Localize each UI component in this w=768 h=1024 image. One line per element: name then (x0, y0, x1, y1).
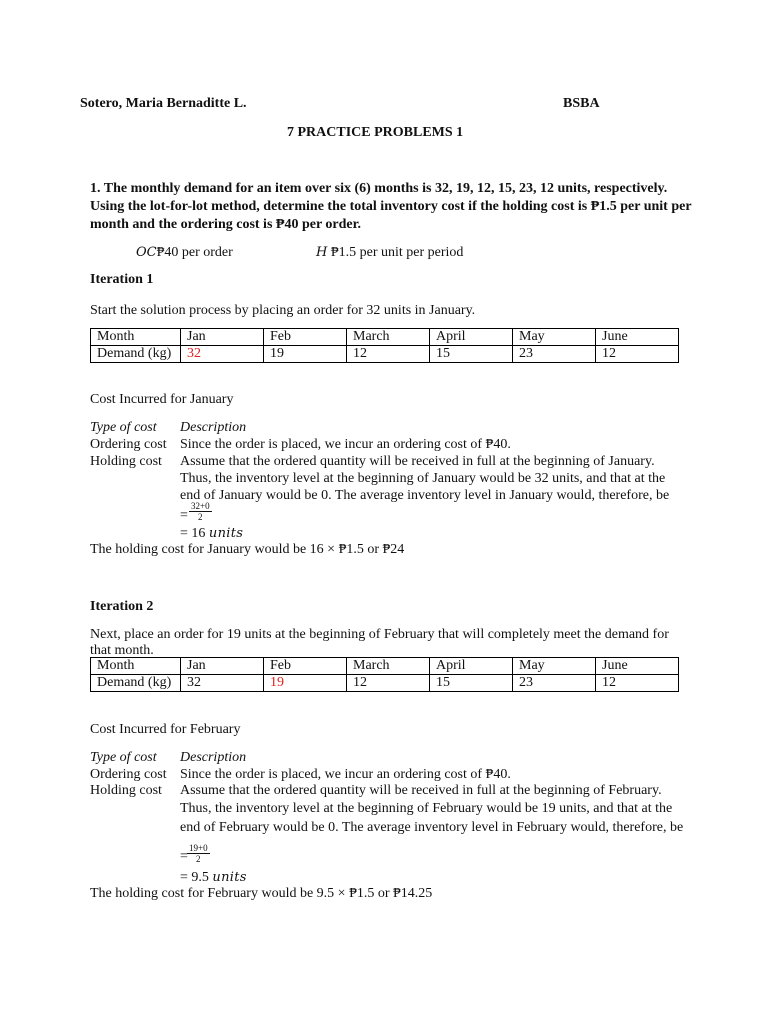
col-type-of-cost: Type of cost (90, 420, 157, 435)
table-cell: 32 (181, 675, 264, 692)
equals-sign: = (180, 849, 188, 864)
result-value: = 16 (180, 526, 206, 541)
iteration-1-heading: Iteration 1 (90, 272, 154, 287)
equals-sign: = (180, 508, 188, 523)
table-cell: Feb (264, 658, 347, 675)
average-fraction (187, 843, 210, 864)
table-header-row (91, 658, 679, 675)
h-value: ₱1.5 per unit per period (330, 245, 464, 260)
table-cell: 19 (264, 346, 347, 363)
iteration-2-intro-line-2: that month. (90, 643, 154, 658)
table-cell: Month (91, 329, 181, 346)
holding-cost-label: Holding cost (90, 454, 162, 469)
average-fraction (189, 501, 212, 522)
result-unit: units (212, 870, 247, 885)
holding-cost-desc-line-2: Thus, the inventory level at the beginning of February would be 19 units, and that at the (180, 801, 673, 816)
given-holding-cost (316, 244, 463, 261)
table-cell: Feb (264, 329, 347, 346)
table-cell: March (347, 329, 430, 346)
iteration-1-intro: Start the solution process by placing an order for 32 units in January. (90, 303, 476, 318)
table-cell: Month (91, 658, 181, 675)
table-row (91, 346, 679, 363)
h-symbol: H (316, 245, 328, 260)
program-label: BSBA (563, 96, 600, 111)
fraction-denominator: 2 (198, 512, 203, 522)
problem-line-1: 1. The monthly demand for an item over six (6) months is 32, 19, 12, 15, 23, 12 units, respectively. (90, 181, 668, 196)
holding-cost-total: The holding cost for February would be 9.5 × ₱1.5 or ₱14.25 (90, 886, 433, 901)
ordering-cost-desc: Since the order is placed, we incur an ordering cost of ₱40. (180, 437, 511, 452)
table-cell: May (513, 658, 596, 675)
holding-cost-total: The holding cost for January would be 16 × ₱1.5 or ₱24 (90, 542, 405, 557)
table-cell: 23 (513, 346, 596, 363)
table-cell: 15 (430, 346, 513, 363)
table-cell: Jan (181, 658, 264, 675)
table-cell: 12 (596, 346, 679, 363)
table-cell: Demand (kg) (91, 675, 181, 692)
table-cell: April (430, 658, 513, 675)
table-cell: 12 (596, 675, 679, 692)
given-ordering-cost (136, 244, 233, 261)
table-header-row (91, 329, 679, 346)
cost-title-1: Cost Incurred for January (90, 392, 234, 407)
average-result (180, 869, 247, 886)
holding-cost-label: Holding cost (90, 783, 162, 798)
demand-table-1 (90, 328, 679, 363)
ordering-cost-label: Ordering cost (90, 767, 167, 782)
page-title: 7 PRACTICE PROBLEMS 1 (287, 125, 464, 140)
average-result (180, 525, 243, 542)
demand-table-2 (90, 657, 679, 692)
table-cell: 12 (347, 346, 430, 363)
table-cell: March (347, 658, 430, 675)
cost-title-2: Cost Incurred for February (90, 722, 241, 737)
table-cell: June (596, 329, 679, 346)
oc-symbol: OC (136, 245, 157, 260)
table-cell-highlight: 32 (181, 346, 264, 363)
result-value: = 9.5 (180, 870, 209, 885)
holding-cost-desc-line-3: end of January would be 0. The average inventory level in January would, therefore, be (180, 488, 670, 503)
col-type-of-cost: Type of cost (90, 750, 157, 765)
fraction-numerator: 32+0 (191, 501, 210, 511)
ordering-cost-desc: Since the order is placed, we incur an ordering cost of ₱40. (180, 767, 511, 782)
oc-value: ₱40 per order (156, 245, 233, 260)
problem-line-3: month and the ordering cost is ₱40 per order. (90, 217, 362, 232)
fraction-numerator: 19+0 (189, 843, 208, 853)
table-cell: April (430, 329, 513, 346)
holding-cost-desc-line-1: Assume that the ordered quantity will be received in full at the beginning of February. (180, 783, 662, 798)
col-description: Description (180, 750, 247, 765)
table-cell-highlight: 19 (264, 675, 347, 692)
table-cell: Demand (kg) (91, 346, 181, 363)
holding-cost-desc-line-3: end of February would be 0. The average inventory level in February would, therefore, be (180, 820, 684, 835)
holding-cost-desc-line-2: Thus, the inventory level at the beginning of January would be 32 units, and that at the (180, 471, 666, 486)
iteration-2-intro-line-1: Next, place an order for 19 units at the beginning of February that will completely meet the demand for (90, 627, 669, 642)
table-cell: 15 (430, 675, 513, 692)
table-cell: June (596, 658, 679, 675)
result-unit: units (208, 526, 244, 541)
table-cell: Jan (181, 329, 264, 346)
problem-line-2: Using the lot-for-lot method, determine the total inventory cost if the holding cost is ₱1.5 per unit per (90, 199, 692, 214)
table-cell: 23 (513, 675, 596, 692)
fraction-denominator: 2 (196, 854, 201, 864)
student-name: Sotero, Maria Bernaditte L. (80, 96, 247, 111)
ordering-cost-label: Ordering cost (90, 437, 167, 452)
table-cell: May (513, 329, 596, 346)
holding-cost-desc-line-1: Assume that the ordered quantity will be received in full at the beginning of January. (180, 454, 655, 469)
col-description: Description (180, 420, 247, 435)
iteration-2-heading: Iteration 2 (90, 599, 154, 614)
table-row (91, 675, 679, 692)
table-cell: 12 (347, 675, 430, 692)
